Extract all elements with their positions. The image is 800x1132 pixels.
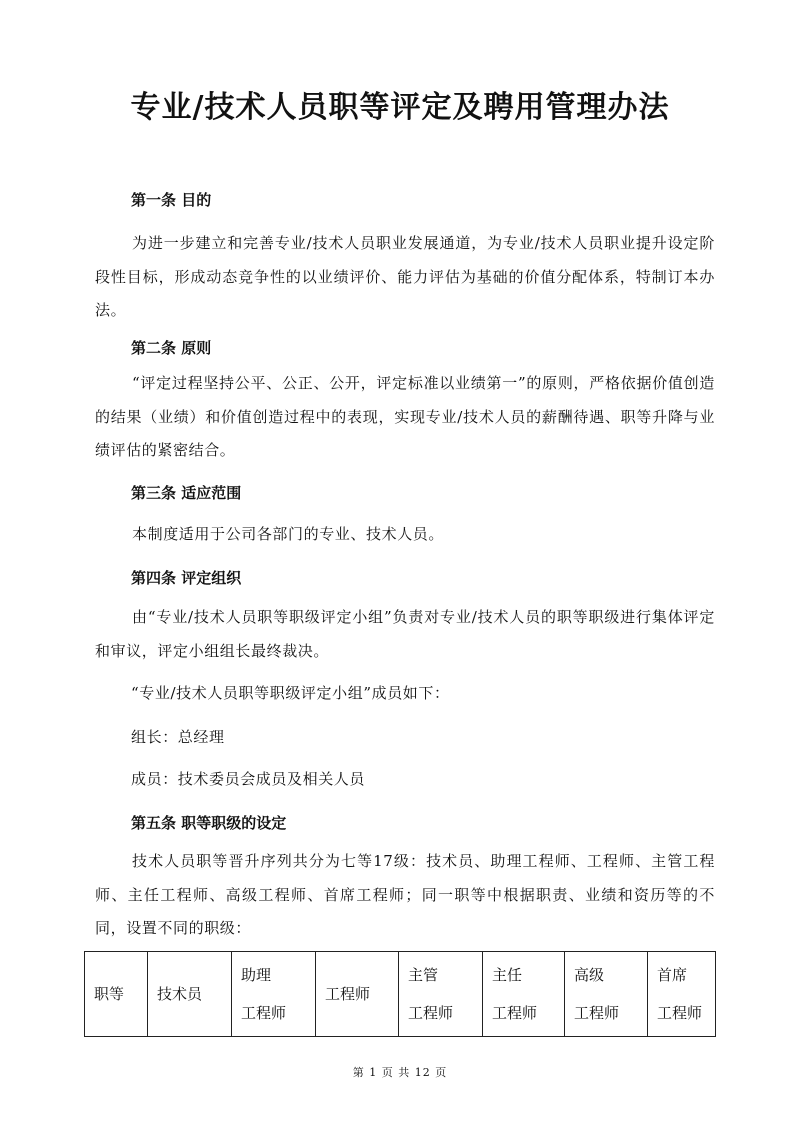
group-members-intro: “专业/技术人员职等职级评定小组”成员如下： bbox=[131, 684, 450, 702]
section-1-paragraph: 为进一步建立和完善专业/技术人员职业发展通道，为专业/技术人员职业提升设定阶段性目标，形成动态竞争性的以业绩评价、能力评估为基础的价值分配体系，特制订本办法。 bbox=[95, 234, 715, 319]
section-heading-5: 第五条 职等职级的设定 bbox=[131, 814, 287, 832]
table-header-line2: 工程师 bbox=[657, 1004, 703, 1022]
table-header-cell bbox=[316, 952, 399, 1037]
table-header-cell bbox=[85, 952, 148, 1037]
table-header-line1: 高级 bbox=[574, 966, 605, 984]
table-header-line1: 主管 bbox=[408, 966, 439, 984]
group-leader-line: 组长：总经理 bbox=[131, 728, 225, 746]
grade-table bbox=[84, 951, 716, 1037]
table-header-line2: 工程师 bbox=[241, 1004, 287, 1022]
table-header-cell bbox=[232, 952, 316, 1037]
document-title: 专业/技术人员职等评定及聘用管理办法 bbox=[130, 90, 670, 125]
table-header-cell bbox=[648, 952, 716, 1037]
section-heading-4: 第四条 评定组织 bbox=[131, 569, 242, 587]
table-header-line1: 职等 bbox=[94, 985, 125, 1003]
page-footer: 第 1 页 共 12 页 bbox=[352, 1066, 448, 1079]
table-header-line2: 工程师 bbox=[492, 1004, 538, 1022]
table-header-cell bbox=[483, 952, 565, 1037]
table-header-cell bbox=[399, 952, 483, 1037]
section-heading-2: 第二条 原则 bbox=[131, 339, 212, 357]
section-heading-3: 第三条 适应范围 bbox=[131, 484, 242, 502]
grade-table-header-row bbox=[85, 952, 716, 1037]
table-header-line1: 首席 bbox=[657, 966, 688, 984]
table-header-line2: 工程师 bbox=[408, 1004, 454, 1022]
table-header-line2: 工程师 bbox=[574, 1004, 620, 1022]
section-4-paragraph: 由“专业/技术人员职等职级评定小组”负责对专业/技术人员的职等职级进行集体评定和审议，评定小组组长最终裁决。 bbox=[95, 608, 715, 660]
table-header-line1: 技术员 bbox=[157, 985, 203, 1003]
table-header-line1: 工程师 bbox=[325, 985, 371, 1003]
section-3-paragraph: 本制度适用于公司各部门的专业、技术人员。 bbox=[132, 525, 445, 543]
group-members-line: 成员：技术委员会成员及相关人员 bbox=[131, 770, 366, 788]
table-header-line1: 助理 bbox=[241, 966, 272, 984]
section-5-paragraph: 技术人员职等晋升序列共分为七等17级：技术员、助理工程师、工程师、主管工程师、主任工程师、高级工程师、首席工程师；同一职等中根据职责、业绩和资历等的不同，设置不同的职级： bbox=[95, 852, 715, 937]
section-heading-1: 第一条 目的 bbox=[131, 191, 212, 209]
section-2-paragraph: “评定过程坚持公平、公正、公开，评定标准以业绩第一”的原则，严格依据价值创造的结果（业绩）和价值创造过程中的表现，实现专业/技术人员的薪酬待遇、职等升降与业绩评估的紧密结合。 bbox=[95, 374, 715, 459]
table-header-cell bbox=[565, 952, 648, 1037]
table-header-line1: 主任 bbox=[492, 966, 523, 984]
table-header-cell bbox=[148, 952, 232, 1037]
